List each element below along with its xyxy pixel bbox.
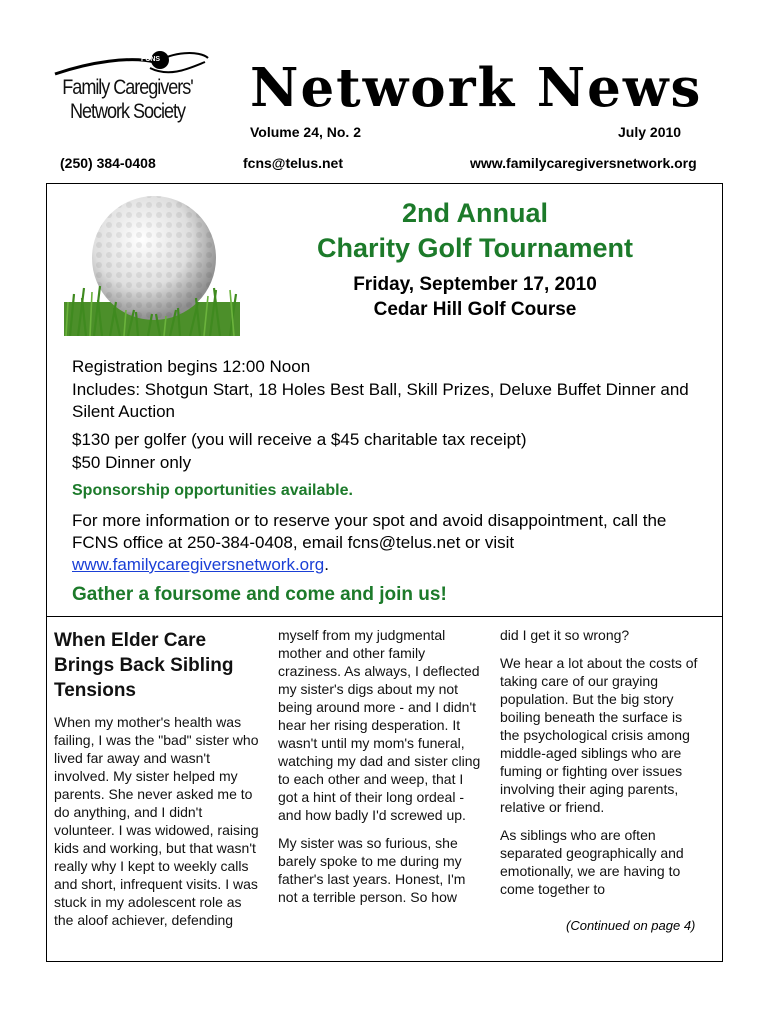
continued-note: (Continued on page 4) [566,918,696,933]
volume-number: Volume 24, No. 2 [250,124,361,140]
golfer-price: $130 per golfer (you will receive a $45 charitable tax receipt) [72,430,527,449]
contact-phone: (250) 384-0408 [60,155,156,171]
article-paragraph: When my mother's health was failing, I was the "bad" sister who lived far away and wasn't involved. My sister helped my parents. She never asked me to do anything, and I didn't volunteer. I was widowed, raising kids and working, but that wasn't really why I kept to weekly calls and short, infrequent visits. I was stuck in my adolescent role as the aloof achiever, defending [54,714,259,928]
org-name: Family Caregivers' Network Society [62,76,193,123]
website-link[interactable]: www.familycaregiversnetwork.org [72,555,325,574]
gather-call-to-action: Gather a foursome and come and join us! [72,584,447,605]
article-column-3 [500,626,705,908]
info-paragraph [72,510,702,576]
event-includes: Includes: Shotgun Start, 18 Holes Best Ball, Skill Prizes, Deluxe Buffet Dinner and Silent Auction [72,380,689,421]
event-date: Friday, September 17, 2010 [353,274,597,295]
sponsorship-note: Sponsorship opportunities available. [72,482,353,499]
org-logo [40,48,215,148]
golf-ball-icon [64,190,240,336]
info-end: . [324,555,329,574]
info-text: For more information or to reserve your spot and avoid disappointment, call the FCNS office at 250-384-0408, email fcns@telus.net or visit [72,511,667,552]
article-column-1 [54,628,259,939]
dinner-price: $50 Dinner only [72,453,192,472]
article-paragraph: We hear a lot about the costs of taking care of our graying population. But the big story boiling beneath the surface is the psychological crisis among middle-aged siblings who are fuming or fighting over issues involving their aging parents, relative or friend. [500,655,698,815]
newsletter-title: Network News [250,57,703,119]
contact-website: www.familycaregiversnetwork.org [470,155,697,171]
article-paragraph: My sister was so furious, she barely spoke to me during my father's last years. Honest, I'm not a terrible person. So how [278,835,466,905]
event-heading-line2: Charity Golf Tournament [316,233,633,263]
article-paragraph: As siblings who are often separated geographically and emotionally, we are having to come together to [500,827,684,897]
section-divider [46,616,723,617]
issue-date: July 2010 [618,124,682,140]
article-paragraph: did I get it so wrong? [500,627,630,643]
article-column-2 [278,626,483,916]
article-paragraph: myself from my judgmental mother and other family craziness. As always, I deflected my sister's digs about my not being around more - and I didn't hear her rising desperation. It wasn't until my mom's funeral, watching my dad and sister cling to each other and weep, that I got a hint of their long ordeal - and how badly I'd screwed up. [278,627,481,823]
contact-email: fcns@telus.net [243,155,344,171]
article-title: When Elder Care Brings Back Sibling Tensions [54,630,234,701]
event-heading-line1: 2nd Annual [402,198,548,228]
event-venue: Cedar Hill Golf Course [373,299,577,320]
logo-mark: FCNS [141,56,161,63]
logo-swoosh-icon [50,48,210,78]
registration-time: Registration begins 12:00 Noon [72,357,311,376]
